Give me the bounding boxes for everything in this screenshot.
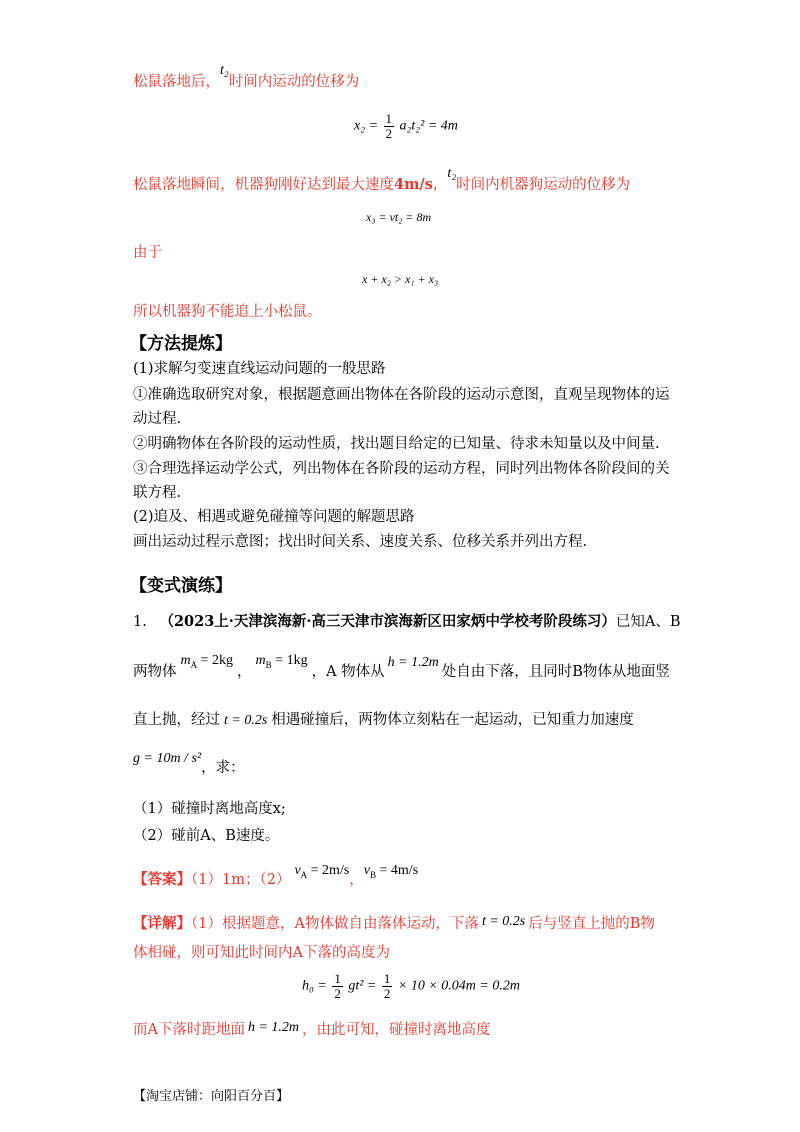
velocity-b	[364, 863, 418, 878]
question-line-2: 两物体$m_A = 2kg$，$m_B = 1kg$，A 物体从h = 1.2m处自由下落，且同时B物体从地面竖	[133, 653, 670, 680]
text: 两物体	[133, 664, 177, 680]
solution-line-3: 由于	[133, 245, 162, 261]
method-p4b: 联方程.	[133, 485, 182, 501]
equation-h0	[302, 972, 520, 1001]
question-line-4	[133, 751, 245, 779]
question-number: 1.	[133, 614, 147, 630]
question-line-1	[133, 612, 681, 632]
method-p1: (1)求解匀变速直线运动问题的一般思路	[133, 361, 386, 377]
method-p3: ②明确物体在各阶段的运动性质，找出题目给定的已知量、待求未知量以及中间量.	[133, 436, 660, 452]
method-p6: 画出运动过程示意图；找出时间关系、速度关系、位移关系并列出方程.	[133, 534, 588, 550]
method-p2b: 动过程.	[133, 411, 182, 427]
detail-tag: 【详解】	[133, 915, 191, 932]
text: ，A 物体从	[311, 664, 385, 680]
val: = 2kg	[197, 653, 234, 668]
velocity-a	[294, 863, 349, 878]
val: = 2m/s	[307, 863, 350, 878]
eq-mid: gt² =	[348, 978, 377, 994]
footer-shop: 【淘宝店铺：向阳百分百】	[133, 1089, 290, 1104]
time-expr: t = 0.2s	[224, 713, 268, 728]
text: 直上抛，经过	[133, 712, 220, 728]
frac-num: 1	[383, 971, 391, 986]
equation-x2	[354, 112, 458, 141]
sub-question-1: （1）碰撞时离地高度x;	[133, 801, 286, 817]
val: = 4m/s	[376, 863, 419, 878]
eq-right: a₂t₂² = 4m	[399, 118, 458, 134]
speed: 4m/s	[394, 176, 433, 193]
equation-compare: x + x₂ > x₁ + x₃	[362, 272, 439, 286]
height-expr: h = 1.2m	[247, 1020, 300, 1035]
height-expr: h = 1.2m	[387, 655, 439, 670]
fraction	[382, 972, 393, 1001]
frac-num: 1	[334, 971, 341, 986]
sym: v	[363, 863, 370, 878]
sub: A	[300, 869, 308, 880]
eq-left: h₀ =	[302, 978, 327, 994]
text: ，	[432, 177, 448, 193]
text: 时间内机器狗运动的位移为	[456, 177, 631, 193]
eq-right: × 10 × 0.04m = 0.2m	[397, 978, 520, 994]
text: ，由此可知，碰撞时离地高度	[302, 1022, 491, 1038]
sub: B	[265, 659, 272, 670]
method-p5: (2)追及、相遇或避免碰撞等问题的解题思路	[133, 509, 415, 525]
frac-den: 2	[385, 126, 393, 141]
gravity-expr: g = 10m / s²	[133, 751, 202, 766]
text: 松鼠落地瞬间，机器狗刚好达到最大速度	[133, 177, 394, 193]
var-t2: t₂	[220, 63, 229, 78]
text: 处自由下落，且同时B物体从地面竖	[441, 664, 670, 680]
answer-line: 【答案】（1）1m；$(2)v_A = 2m/s$，$v_B = 4m/s$	[133, 863, 419, 888]
sym: v	[294, 863, 301, 878]
text: ，求：	[201, 760, 245, 776]
text: 而A下落时距地面	[133, 1022, 245, 1038]
equation-x3: x₃ = vt₂ = 8m	[366, 210, 432, 224]
text: 后与竖直上抛的B物	[528, 916, 655, 932]
eq-left: x₂ =	[354, 118, 379, 134]
var-t2: t₂	[447, 166, 457, 181]
text: 相遇碰撞后，两物体立刻粘在一起运动，已知重力加速度	[271, 712, 634, 728]
fraction	[384, 112, 395, 141]
conclusion: 所以机器狗不能追上小松鼠。	[133, 304, 322, 320]
method-heading: 【方法提炼】	[130, 334, 232, 354]
mass-b	[256, 653, 308, 668]
fraction	[332, 972, 343, 1001]
method-p2a: ①准确选取研究对象，根据题意画出物体在各阶段的运动示意图，直观呈现物体的运	[133, 387, 670, 403]
mass-a	[181, 653, 234, 668]
text: 松鼠落地后，	[133, 74, 220, 90]
frac-den: 2	[383, 986, 391, 1001]
sym: m	[180, 653, 191, 668]
answer-text: （1）1m；（2）	[191, 872, 291, 888]
frac-num: 1	[385, 111, 393, 126]
text: 时间内运动的位移为	[228, 74, 360, 90]
question-source: （2023上·天津滨海新·高三天津市滨海新区田家炳中学校考阶段练习）	[159, 613, 616, 630]
text: （1）根据题意，A物体做自由落体运动，下落	[191, 916, 479, 932]
sym: m	[255, 653, 266, 668]
text: 已知A、B	[615, 614, 681, 630]
method-p4a: ③合理选择运动学公式，列出物体在各阶段的运动方程，同时列出物体各阶段间的关	[133, 461, 670, 477]
question-line-3	[133, 710, 634, 731]
answer-tag: 【答案】	[133, 871, 191, 888]
practice-heading: 【变式演练】	[130, 576, 232, 596]
solution-line-1	[133, 63, 360, 93]
sub: B	[370, 869, 377, 880]
detail-line-2: 体相碰，则可知此时间内A下落的高度为	[133, 945, 390, 961]
frac-den: 2	[334, 986, 341, 1001]
time-expr: t = 0.2s	[481, 914, 526, 929]
detail-line-1	[133, 914, 655, 935]
sub: A	[190, 659, 198, 670]
sub-question-2: （2）碰前A、B速度。	[133, 828, 280, 844]
solution-line-2	[133, 166, 631, 196]
val: = 1kg	[271, 653, 308, 668]
detail-line-3	[133, 1020, 491, 1041]
